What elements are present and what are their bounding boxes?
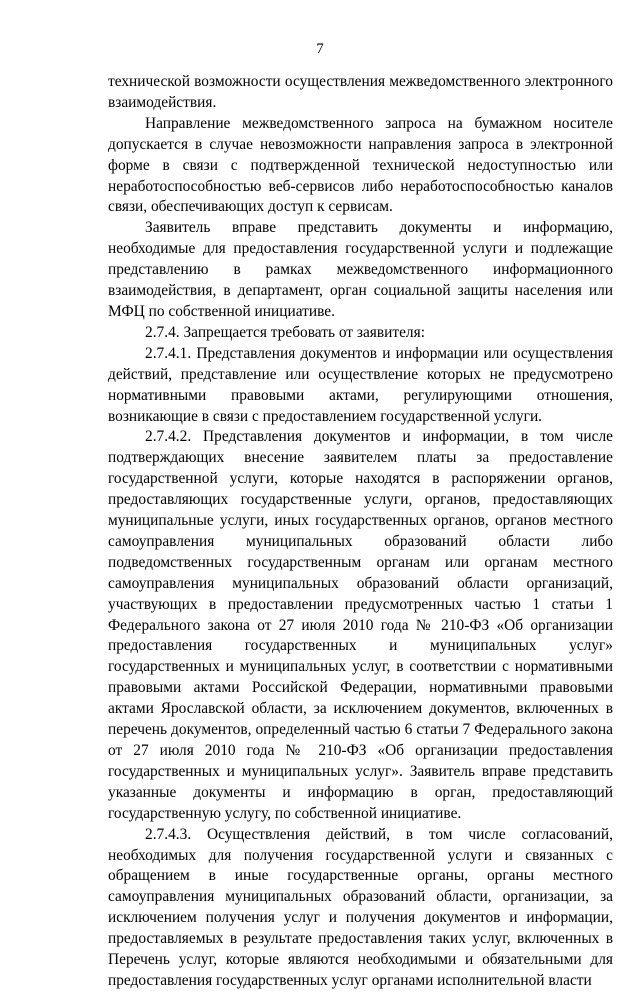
paragraph-5: 2.7.4.1. Представления документов и информации или осуществления действий, представление или осуществление которых не предусмотрено нормативными правовыми актами, регулирующими отношения, возникающие в связи с предоставлением государственной услуги. [108, 344, 613, 425]
paragraph-1: технической возможности осуществления межведомственного электронного взаимодействия. [108, 73, 613, 111]
page-number: 7 [316, 41, 324, 57]
paragraph-2: Направление межведомственного запроса на бумажном носителе допускается в случае невозможности направления запроса в электронной форме в связи с подтвержденной технической недоступностью или неработоспособностью веб-сервисов либо неработоспособностью каналов связи, обеспечивающих доступ к сервисам. [108, 114, 613, 216]
paragraph-6: 2.7.4.2. Представления документов и информации, в том числе подтверждающих внесение заявителем платы за предоставление государственной услуги, которые находятся в распоряжении органов, предоставляющих государственные услуги, органов, предоставляющих муниципальные услуги, иных государственных органов, органов местного самоуправления муниципальных образований области либо подведомственных государственным органам или органам местного самоуправления муниципальных образований области организаций, участвующих в предоставлении предусмотренных частью 1 статьи 1 Федерального закона от 27 июля 2010 года № 210-ФЗ «Об организации предоставления государственных и муниципальных услуг» государственных и муниципальных услуг, в соответствии с нормативными правовыми актами Российской Федерации, нормативными правовыми актами Ярославской области, за исключением документов, включенных в перечень документов, определенный частью 6 статьи 7 Федерального закона от 27 июля 2010 года № 210-ФЗ «Об организации предоставления государственных и муниципальных услуг». Заявитель вправе представить указанные документы и информацию в орган, предоставляющий государственную услугу, по собственной инициативе. [108, 428, 613, 822]
document-body [108, 72, 613, 992]
paragraph-4: 2.7.4. Запрещается требовать от заявителя: [145, 323, 425, 341]
paragraph-7: 2.7.4.3. Осуществления действий, в том числе согласований, необходимых для получения государственной услуги и связанных с обращением в иные государственные органы, органы местного самоуправления муниципальных образований области, организации, за исключением получения услуг и получения документов и информации, предоставляемых в результате предоставления таких услуг, включенных в Перечень услуг, которые являются необходимыми и обязательными для предоставления государственных услуг органами исполнительной власти [108, 825, 613, 989]
paragraph-3: Заявитель вправе представить документы и информацию, необходимые для предоставления государственной услуги и подлежащие представлению в рамках межведомственного информационного взаимодействия, в департамент, орган социальной защиты населения или МФЦ по собственной инициативе. [108, 219, 613, 320]
